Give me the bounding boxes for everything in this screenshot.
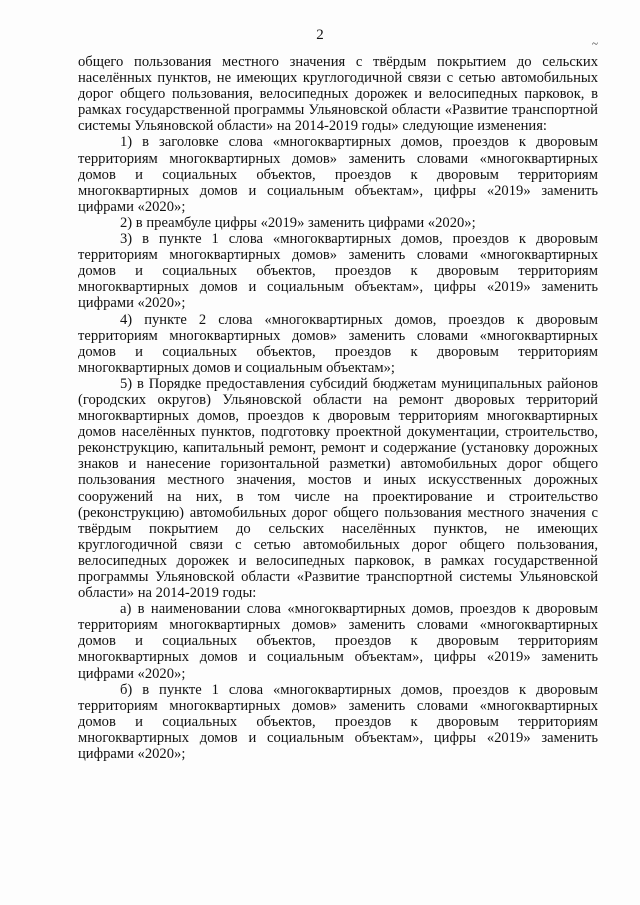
- paragraph-item-5: 5) в Порядке предоставления субсидий бюджетам муниципальных районов (городских округов) Ульяновской области на ремонт дворовых территорий многоквартирных домов, проездов к дворовым территориям многоквартирных домов населённых пунктов, подготовку проектной документации, строительство, реконструкцию, капитальный ремонт, ремонт и содержание (установку дорожных знаков и нанесение горизонтальной разметки) автомобильных дорог общего пользования местного значения, мостов и иных искусственных дорожных сооружений на них, в том числе на проектирование и строительство (реконструкцию) автомобильных дорог общего пользования местного значения с твёрдым покрытием до сельских населённых пунктов, не имеющих круглогодичной связи с сетью автомобильных дорог общего пользования, велосипедных дорожек и велосипедных парковок, в рамках государственной программы Ульяновской области «Развитие транспортной системы Ульяновской области» на 2014-2019 годы:: [78, 375, 598, 602]
- paragraph-continuation: общего пользования местного значения с твёрдым покрытием до сельских населённых пунктов, не имеющих круглогодичной связи с сетью автомобильных дорог общего пользования, велосипедных дорожек и велосипедных парковок, в рамках государственной программы Ульяновской области «Развитие транспортной системы Ульяновской области» на 2014-2019 годы» следующие изменения:: [78, 54, 598, 135]
- paragraph-item-1: 1) в заголовке слова «многоквартирных домов, проездов к дворовым территориям многоквартирных домов» заменить словами «многоквартирных домов и социальных объектов, проездов к дворовым территориям многоквартирных домов и социальным объектам», цифры «2019» заменить цифрами «2020»;: [78, 134, 598, 215]
- paragraph-item-a: а) в наименовании слова «многоквартирных домов, проездов к дворовым территориям многоквартирных домов» заменить словами «многоквартирных домов и социальных объектов, проездов к дворовым территориям многоквартирных домов и социальным объектам», цифры «2019» заменить цифрами «2020»;: [78, 601, 598, 682]
- page-number: 2: [316, 27, 324, 43]
- paragraph-item-3: 3) в пункте 1 слова «многоквартирных домов, проездов к дворовым территориям многоквартирных домов» заменить словами «многоквартирных домов и социальных объектов, проездов к дворовым территориям многоквартирных домов и социальным объектам», цифры «2019» заменить цифрами «2020»;: [78, 231, 598, 312]
- corner-mark: ~: [592, 38, 598, 50]
- paragraph-item-4: 4) пункте 2 слова «многоквартирных домов, проездов к дворовым территориям многоквартирных домов» заменить словами «многоквартирных домов и социальных объектов, проездов к дворовым территориям многоквартирных домов и социальным объектам»;: [78, 311, 598, 376]
- paragraph-item-2: 2) в преамбуле цифры «2019» заменить цифрами «2020»;: [120, 214, 476, 231]
- paragraph-item-b: б) в пункте 1 слова «многоквартирных домов, проездов к дворовым территориям многоквартирных домов» заменить словами «многоквартирных домов и социальных объектов, проездов к дворовым территориям многоквартирных домов и социальным объектам», цифры «2019» заменить цифрами «2020»;: [78, 681, 598, 763]
- document-body: [78, 54, 598, 762]
